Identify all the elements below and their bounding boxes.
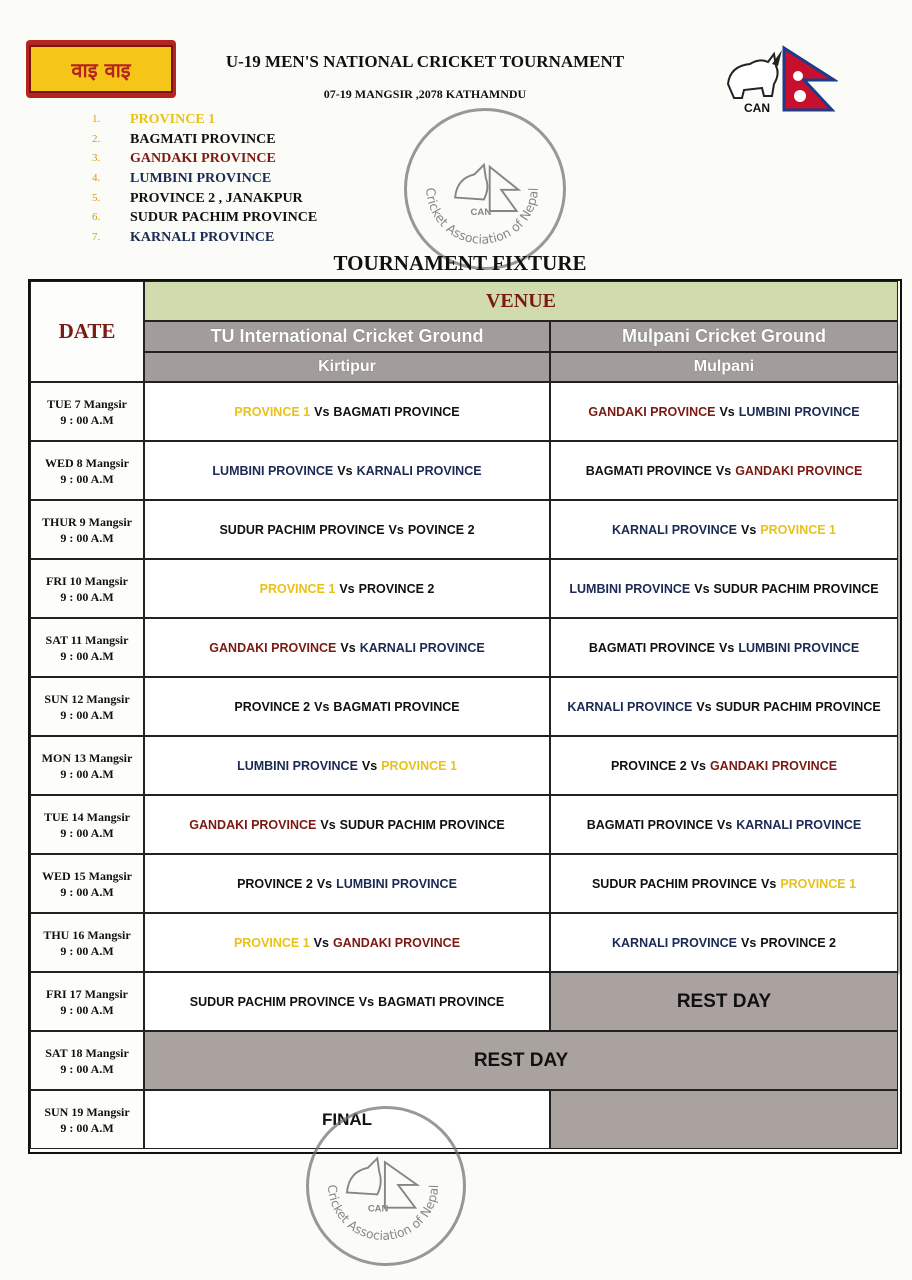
team-b: SUDUR PACHIM PROVINCE — [339, 817, 505, 832]
province-list-item — [92, 208, 317, 228]
fixture-date: SAT 11 Mangsir — [45, 632, 129, 647]
match-mulpani — [550, 854, 898, 913]
match-kirtipur — [144, 441, 550, 500]
match-kirtipur — [144, 618, 550, 677]
team-a: KARNALI PROVINCE — [567, 699, 693, 714]
venue-header: VENUE — [144, 281, 898, 321]
fixture-date-cell — [30, 441, 144, 500]
fixture-date: TUE 7 Mangsir — [46, 396, 127, 411]
fixture-time: 9 : 00 A.M — [60, 530, 114, 545]
fixture-date-cell — [30, 559, 144, 618]
team-b: PROVINCE 2 — [760, 935, 837, 950]
match-mulpani — [550, 382, 898, 441]
team-b: SUDUR PACHIM PROVINCE — [715, 699, 881, 714]
province-name: BAGMATI PROVINCE — [130, 131, 276, 147]
vs-label: Vs — [337, 463, 353, 478]
fixture-time: 9 : 00 A.M — [60, 884, 114, 899]
match-kirtipur — [144, 913, 550, 972]
team-a: PROVINCE 1 — [233, 935, 310, 950]
province-name: PROVINCE 2 , JANAKPUR — [130, 190, 303, 206]
team-b: POVINCE 2 — [407, 522, 475, 537]
province-number: 1. — [92, 113, 101, 125]
vs-label: Vs — [690, 758, 706, 773]
stamp-bottom-text: Cricket Association of Nepal — [324, 1183, 442, 1244]
fixture-time: 9 : 00 A.M — [60, 943, 114, 958]
vs-label: Vs — [316, 876, 333, 891]
match-kirtipur — [144, 677, 550, 736]
vs-label: Vs — [694, 581, 710, 596]
fixture-time: 9 : 00 A.M — [60, 412, 114, 427]
team-b: LUMBINI PROVINCE — [738, 640, 860, 655]
match-mulpani — [550, 500, 898, 559]
can-stamp-bottom — [306, 1106, 466, 1266]
team-b: KARNALI PROVINCE — [356, 463, 482, 478]
province-number: 6. — [92, 211, 101, 224]
wai-wai-logo-text: वाइ वाइ — [29, 45, 173, 93]
vs-label: Vs — [314, 699, 330, 714]
vs-label: Vs — [716, 817, 733, 832]
ground-mulpani-place: Mulpani — [550, 352, 898, 382]
province-number: 7. — [92, 231, 101, 244]
ground-mulpani-name: Mulpani Cricket Ground — [550, 321, 898, 352]
vs-label: Vs — [314, 404, 330, 419]
team-a: SUDUR PACHIM PROVINCE — [189, 994, 355, 1009]
can-stamp-top — [404, 108, 566, 270]
fixture-date: FRI 17 Mangsir — [46, 986, 128, 1001]
team-a: PROVINCE 2 — [237, 876, 313, 891]
team-a: PROVINCE 2 — [610, 758, 687, 773]
province-number: 5. — [92, 191, 101, 204]
fixture-time: 9 : 00 A.M — [60, 589, 114, 604]
province-name: GANDAKI PROVINCE — [130, 151, 276, 167]
fixture-time: 9 : 00 A.M — [60, 707, 114, 722]
team-b: PROVINCE 2 — [358, 581, 435, 596]
team-a: GANDAKI PROVINCE — [588, 404, 716, 419]
team-b: GANDAKI PROVINCE — [332, 935, 461, 950]
fixture-date-cell — [30, 677, 144, 736]
fixture-time: 9 : 00 A.M — [60, 1120, 114, 1135]
team-b: LUMBINI PROVINCE — [336, 876, 457, 891]
fixture-date-cell — [30, 736, 144, 795]
ground-tu-place: Kirtipur — [144, 352, 550, 382]
team-b: PROVINCE 1 — [760, 522, 837, 537]
fixture-time: 9 : 00 A.M — [60, 1002, 114, 1017]
vs-label: Vs — [358, 994, 375, 1009]
stamp-top-text: Cricket Association of Nepal — [423, 186, 541, 247]
match-kirtipur — [144, 736, 550, 795]
empty-cell — [550, 1090, 898, 1149]
vs-label: Vs — [719, 640, 735, 655]
can-logo — [722, 44, 838, 116]
vs-label: Vs — [741, 522, 757, 537]
fixture-date-cell — [30, 382, 144, 441]
fixture-date: THU 16 Mangsir — [43, 927, 131, 942]
vs-label: Vs — [761, 876, 777, 891]
fixture-title: TOURNAMENT FIXTURE — [333, 251, 587, 275]
province-list-item — [92, 169, 317, 189]
match-kirtipur — [144, 500, 550, 559]
match-mulpani — [550, 736, 898, 795]
stamp-bottom-center: CAN — [367, 1203, 389, 1215]
team-a: KARNALI PROVINCE — [611, 935, 737, 950]
fixture-date: SAT 18 Mangsir — [45, 1045, 129, 1060]
province-number: 3. — [92, 152, 101, 165]
vs-label: Vs — [719, 404, 735, 419]
vs-label: Vs — [340, 640, 356, 655]
province-number: 4. — [92, 172, 101, 185]
province-list-item — [92, 110, 317, 130]
match-mulpani — [550, 441, 898, 500]
rhino-icon — [728, 50, 782, 98]
match-kirtipur — [144, 795, 550, 854]
vs-label: Vs — [696, 699, 712, 714]
team-b: LUMBINI PROVINCE — [738, 404, 860, 419]
can-logo-label: CAN — [744, 101, 770, 115]
match-kirtipur — [144, 559, 550, 618]
team-a: SUDUR PACHIM PROVINCE — [219, 522, 385, 537]
match-mulpani — [550, 795, 898, 854]
team-a: GANDAKI PROVINCE — [209, 640, 337, 655]
vs-label: Vs — [339, 581, 355, 596]
stamp-top-center: CAN — [470, 206, 492, 218]
match-kirtipur — [144, 972, 550, 1031]
fixture-date: SUN 19 Mangsir — [44, 1104, 130, 1119]
fixture-date-cell — [30, 795, 144, 854]
team-b: GANDAKI PROVINCE — [709, 758, 838, 773]
nepal-flag-icon — [784, 48, 834, 110]
team-b: GANDAKI PROVINCE — [735, 463, 863, 478]
team-b: PROVINCE 1 — [780, 876, 857, 891]
team-a: SUDUR PACHIM PROVINCE — [591, 876, 758, 891]
team-a: LUMBINI PROVINCE — [212, 463, 334, 478]
team-a: BAGMATI PROVINCE — [586, 817, 713, 832]
province-name: PROVINCE 1 — [130, 112, 216, 127]
fixture-time: 9 : 00 A.M — [60, 825, 114, 840]
fixture-time: 9 : 00 A.M — [60, 1061, 114, 1076]
fixture-date-cell — [30, 972, 144, 1031]
team-a: PROVINCE 2 — [234, 699, 311, 714]
team-a: PROVINCE 1 — [234, 404, 311, 419]
team-b: KARNALI PROVINCE — [359, 640, 485, 655]
fixture-time: 9 : 00 A.M — [60, 766, 114, 781]
province-list — [92, 110, 317, 248]
match-kirtipur — [144, 854, 550, 913]
team-b: BAGMATI PROVINCE — [333, 699, 460, 714]
province-list-item — [92, 228, 317, 248]
vs-label: Vs — [388, 522, 404, 537]
wai-wai-logo — [26, 40, 176, 98]
ground-tu-name: TU International Cricket Ground — [144, 321, 550, 352]
province-number: 2. — [92, 132, 101, 145]
fixture-table — [28, 279, 902, 1154]
match-mulpani — [550, 618, 898, 677]
team-b: SUDUR PACHIM PROVINCE — [713, 581, 879, 596]
fixture-date: THUR 9 Mangsir — [42, 514, 132, 529]
match-mulpani — [550, 559, 898, 618]
fixture-date: WED 8 Mangsir — [45, 455, 129, 470]
fixture-time: 9 : 00 A.M — [60, 471, 114, 486]
match-mulpani — [550, 677, 898, 736]
fixture-date-cell — [30, 500, 144, 559]
team-b: KARNALI PROVINCE — [736, 817, 862, 832]
rest-day-cell: REST DAY — [550, 972, 898, 1031]
match-kirtipur — [144, 382, 550, 441]
vs-label: Vs — [361, 758, 378, 773]
final-cell: FINAL — [144, 1090, 550, 1149]
fixture-date: TUE 14 Mangsir — [43, 809, 130, 824]
fixture-time: 9 : 00 A.M — [60, 648, 114, 663]
vs-label: Vs — [741, 935, 757, 950]
team-a: BAGMATI PROVINCE — [588, 640, 716, 655]
province-list-item — [92, 149, 317, 169]
fixture-date: FRI 10 Mangsir — [46, 573, 128, 588]
page-subtitle: 07-19 MANGSIR ,2078 KATHAMNDU — [323, 87, 527, 101]
team-a: LUMBINI PROVINCE — [237, 758, 358, 773]
fixture-date-cell — [30, 913, 144, 972]
team-a: GANDAKI PROVINCE — [189, 817, 317, 832]
fixture-date-cell — [30, 1031, 144, 1090]
province-name: KARNALI PROVINCE — [130, 230, 275, 246]
province-name: SUDUR PACHIM PROVINCE — [130, 210, 318, 226]
team-b: BAGMATI PROVINCE — [333, 404, 460, 419]
team-a: LUMBINI PROVINCE — [569, 581, 691, 596]
team-a: BAGMATI PROVINCE — [585, 463, 712, 478]
fixture-date: SUN 12 Mangsir — [44, 691, 130, 706]
date-header: DATE — [30, 281, 144, 382]
fixture-date-cell — [30, 1090, 144, 1149]
team-b: PROVINCE 1 — [381, 758, 457, 773]
fixture-date-cell — [30, 618, 144, 677]
team-a: PROVINCE 1 — [259, 581, 336, 596]
team-b: BAGMATI PROVINCE — [378, 994, 505, 1009]
fixture-date-cell — [30, 854, 144, 913]
province-name: LUMBINI PROVINCE — [130, 171, 272, 187]
fixture-date: WED 15 Mangsir — [42, 868, 132, 883]
team-a: KARNALI PROVINCE — [611, 522, 737, 537]
match-mulpani — [550, 913, 898, 972]
rest-day-cell: REST DAY — [144, 1031, 898, 1090]
vs-label: Vs — [715, 463, 732, 478]
page-title: U-19 MEN'S NATIONAL CRICKET TOURNAMENT — [225, 52, 625, 71]
vs-label: Vs — [313, 935, 329, 950]
province-list-item — [92, 130, 317, 150]
fixture-date: MON 13 Mangsir — [41, 750, 133, 765]
province-list-item — [92, 189, 317, 209]
vs-label: Vs — [320, 817, 336, 832]
